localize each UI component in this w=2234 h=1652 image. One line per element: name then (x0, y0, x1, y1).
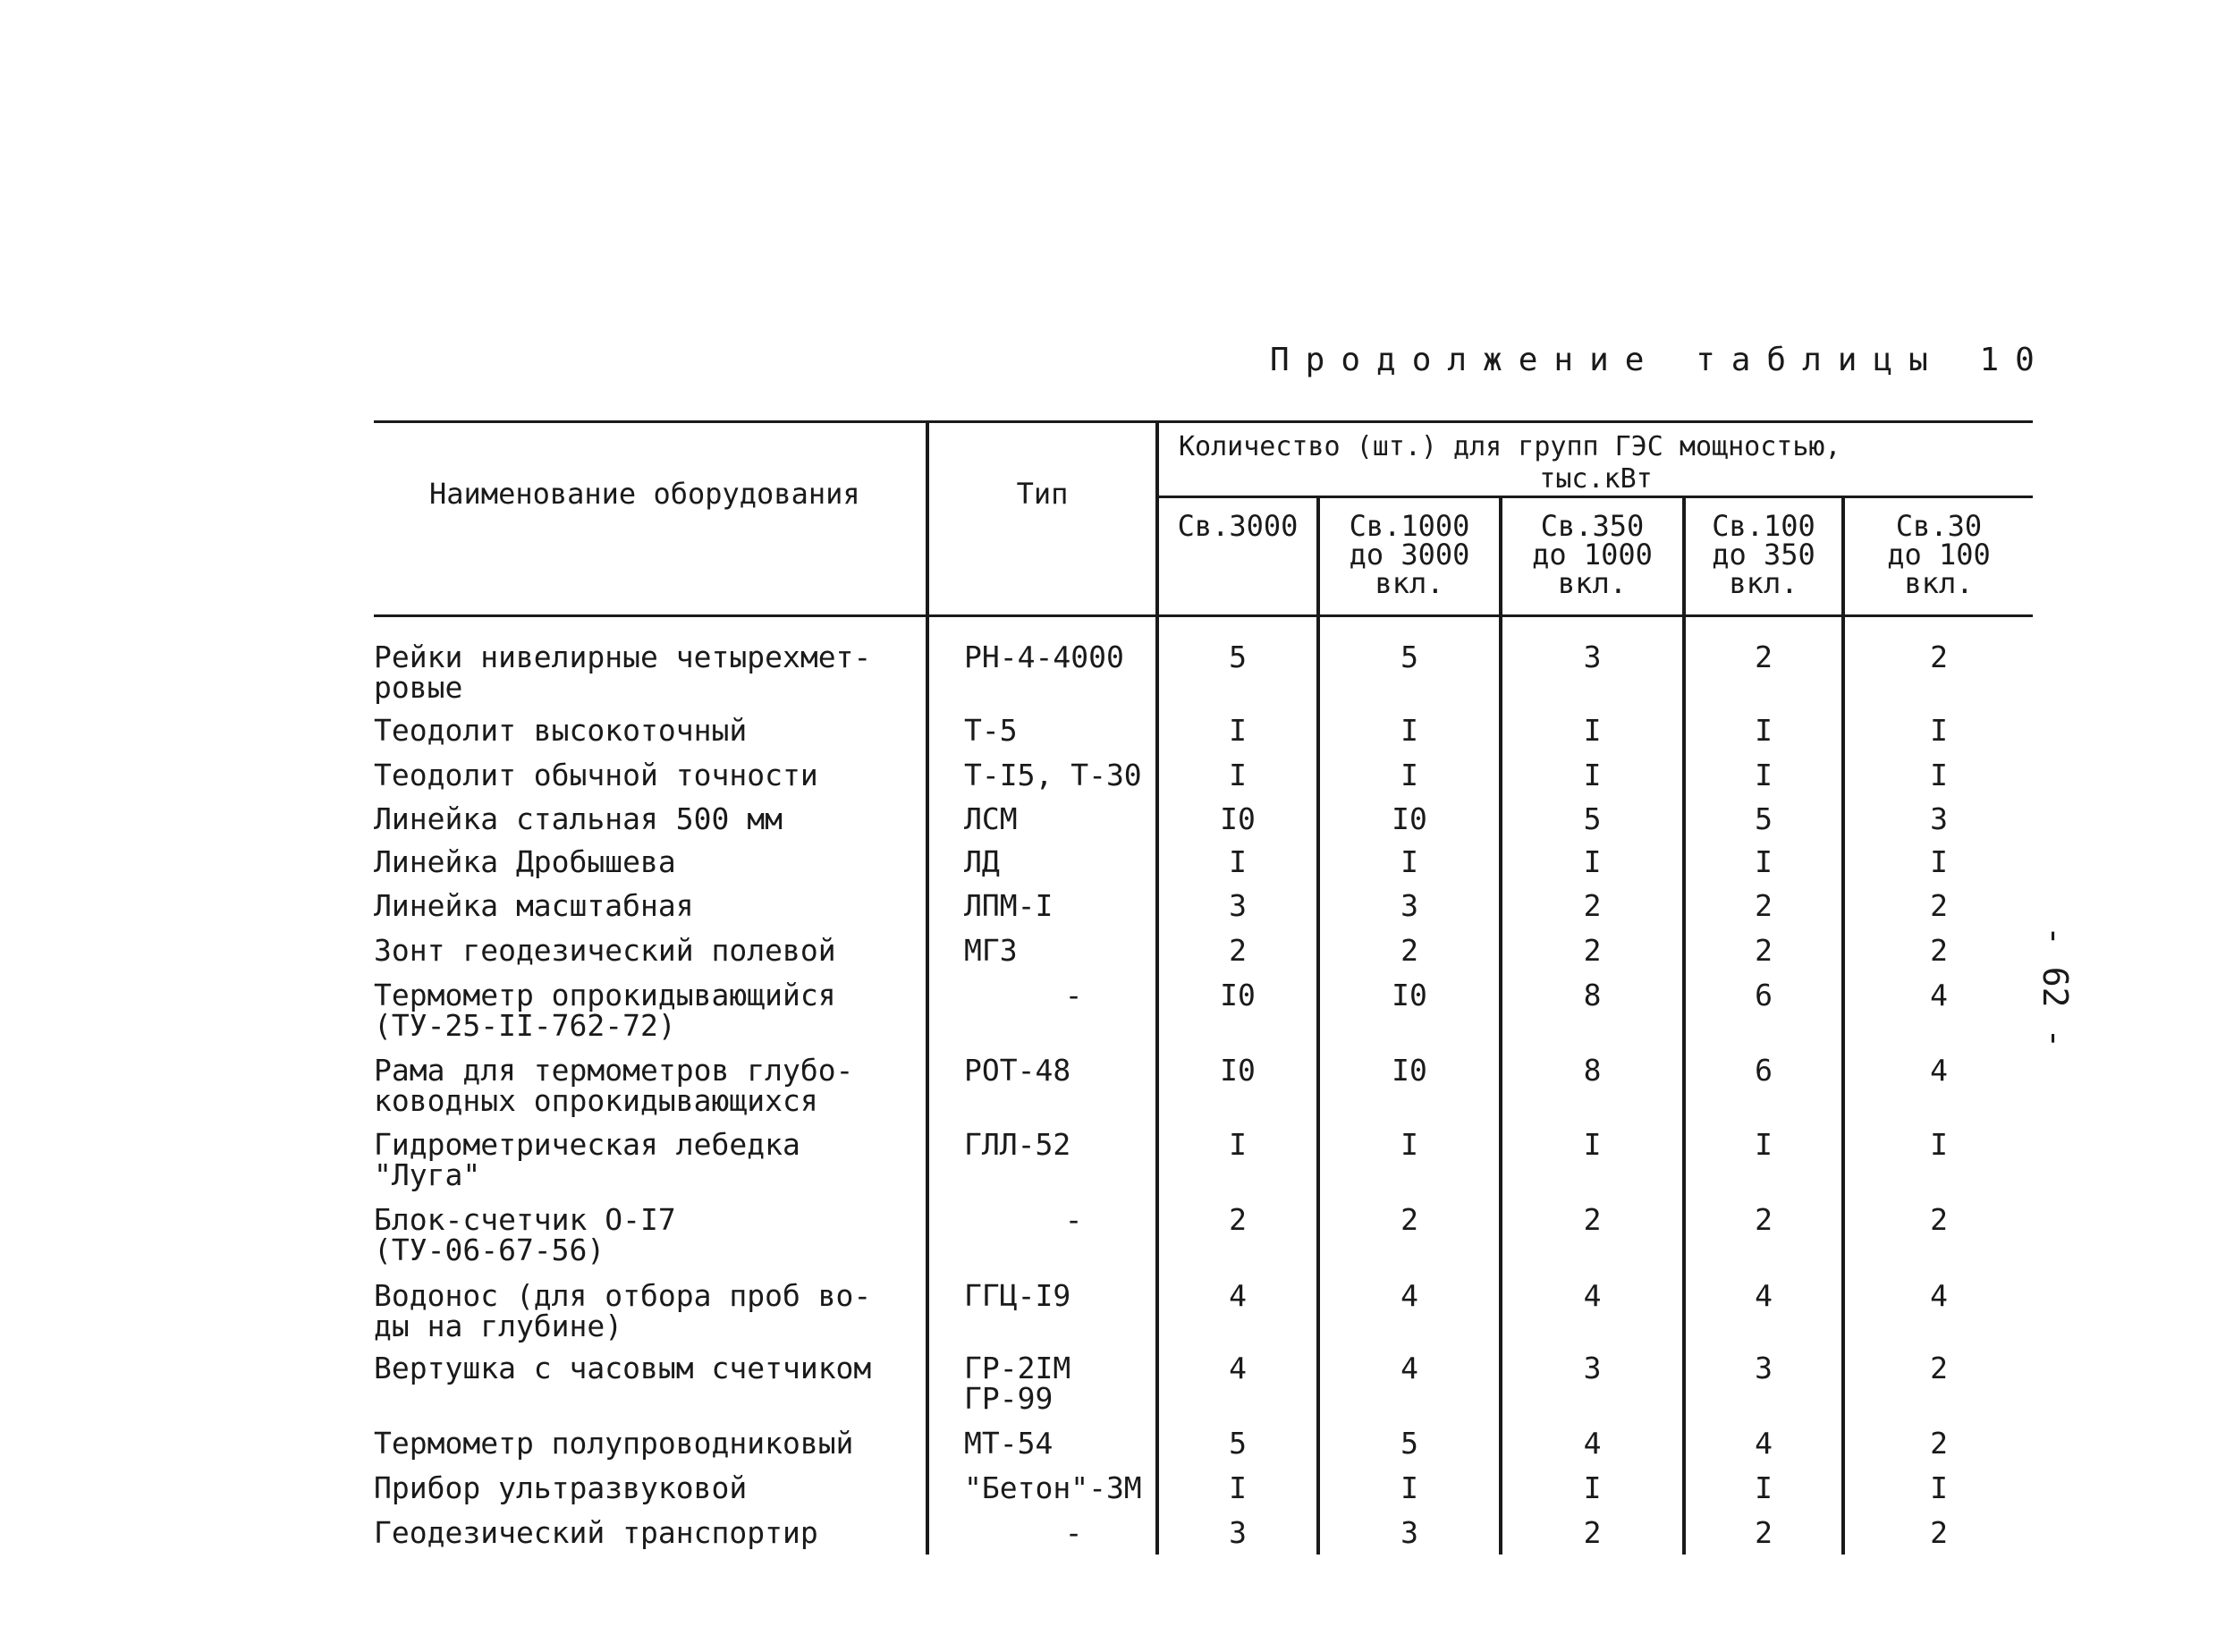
header-subcolumn-line: Св.3000 (1177, 509, 1299, 543)
quantity-value: 4 (1755, 1278, 1773, 1313)
equipment-type: ГР-2IМ (964, 1351, 1071, 1385)
quantity-value: 3 (1400, 1515, 1418, 1550)
quantity-value: 6 (1755, 1053, 1773, 1088)
quantity-value: 3 (1755, 1351, 1773, 1385)
quantity-value: 4 (1229, 1351, 1247, 1385)
header-type: Тип (1016, 477, 1069, 511)
quantity-value: I (1583, 713, 1602, 748)
equipment-type: Т-I5, Т-30 (964, 758, 1142, 792)
equipment-type: "Бетон"-3М (964, 1470, 1142, 1505)
quantity-value: 8 (1583, 1053, 1602, 1088)
equipment-name: Водонос (для отбора проб во- (374, 1278, 872, 1313)
quantity-value: I (1229, 844, 1247, 879)
quantity-value: 4 (1583, 1426, 1602, 1461)
quantity-value: 2 (1930, 1515, 1948, 1550)
continuation-title: Продолжение таблицы 10 (1270, 342, 2051, 378)
quantity-value: 3 (1229, 888, 1247, 923)
quantity-value: 2 (1583, 1202, 1602, 1237)
equipment-type: - (1064, 978, 1083, 1012)
quantity-value: 5 (1755, 801, 1773, 836)
equipment-name: Вертушка с часовым счетчиком (374, 1351, 872, 1385)
quantity-value: I (1400, 758, 1418, 792)
quantity-value: 2 (1583, 933, 1602, 968)
equipment-name: Линейка стальная 500 мм (374, 801, 783, 836)
quantity-value: I (1930, 844, 1948, 879)
equipment-name: Линейка Дробышева (374, 844, 676, 879)
equipment-type: Т-5 (964, 713, 1018, 748)
header-subcolumn-line: вкл. (1904, 566, 1974, 600)
quantity-value: I (1229, 1127, 1247, 1162)
header-group-line1: Количество (шт.) для групп ГЭС мощностью, (1179, 431, 1841, 462)
equipment-type: РН-4-4000 (964, 640, 1124, 674)
header-name: Наименование оборудования (429, 477, 860, 511)
quantity-value: I (1229, 1470, 1247, 1505)
quantity-value: 4 (1930, 1053, 1948, 1088)
quantity-value: I (1400, 1470, 1418, 1505)
quantity-value: 4 (1400, 1278, 1418, 1313)
header-subcolumn-line: Св.1000 (1349, 509, 1470, 543)
equipment-name: Теодолит обычной точности (374, 758, 818, 792)
equipment-type: ЛСМ (964, 801, 1018, 836)
table-top-rule (374, 420, 2033, 423)
equipment-type: ЛПМ-I (964, 888, 1054, 923)
quantity-value: I (1755, 1127, 1773, 1162)
equipment-type: РОТ-48 (964, 1053, 1071, 1088)
equipment-type: МГЗ (964, 933, 1018, 968)
equipment-name: Гидрометрическая лебедка (374, 1127, 800, 1162)
equipment-type: ГГЦ-I9 (964, 1278, 1071, 1313)
header-subcolumn-line: до 350 (1712, 538, 1815, 572)
equipment-name: Теодолит высокоточный (374, 713, 748, 748)
quantity-value: 2 (1400, 1202, 1418, 1237)
equipment-name: (ТУ-06-67-56) (374, 1233, 605, 1267)
quantity-value: I0 (1220, 978, 1256, 1012)
equipment-type: ГЛЛ-52 (964, 1127, 1071, 1162)
equipment-name: Линейка масштабная (374, 888, 694, 923)
quantity-value: 3 (1583, 1351, 1602, 1385)
quantity-value: 3 (1229, 1515, 1247, 1550)
quantity-value: 4 (1583, 1278, 1602, 1313)
quantity-value: 2 (1930, 1351, 1948, 1385)
quantity-value: I (1930, 758, 1948, 792)
quantity-value: 3 (1583, 640, 1602, 674)
equipment-name: Рама для термометров глубо- (374, 1053, 854, 1088)
header-subcolumn-line: до 1000 (1532, 538, 1653, 572)
quantity-value: 4 (1229, 1278, 1247, 1313)
equipment-type: - (1064, 1202, 1083, 1237)
quantity-value: 2 (1930, 888, 1948, 923)
quantity-value: 2 (1755, 640, 1773, 674)
quantity-value: 2 (1930, 640, 1948, 674)
header-subcolumn-line: вкл. (1375, 566, 1444, 600)
quantity-value: 4 (1930, 978, 1948, 1012)
quantity-value: I0 (1392, 978, 1427, 1012)
equipment-type: - (1064, 1515, 1083, 1550)
equipment-name: Термометр опрокидывающийся (374, 978, 836, 1012)
equipment-type: ГР-99 (964, 1381, 1054, 1416)
equipment-name: Зонт геодезический полевой (374, 933, 836, 968)
header-group-line2: тыс.кВт (1539, 463, 1653, 495)
header-subcolumn-line: вкл. (1557, 566, 1628, 600)
quantity-value: 2 (1930, 933, 1948, 968)
equipment-name: "Луга" (374, 1157, 481, 1192)
quantity-value: I0 (1220, 1053, 1256, 1088)
header-subcolumn-line: вкл. (1729, 566, 1798, 600)
quantity-value: 2 (1930, 1202, 1948, 1237)
quantity-value: 2 (1755, 1515, 1773, 1550)
quantity-value: I0 (1220, 801, 1256, 836)
quantity-value: 2 (1930, 1426, 1948, 1461)
header-subcolumn-line: до 3000 (1349, 538, 1470, 572)
equipment-name: Рейки нивелирные четырехмет- (374, 640, 872, 674)
quantity-value: 4 (1400, 1351, 1418, 1385)
quantity-value: 8 (1583, 978, 1602, 1012)
quantity-value: 4 (1930, 1278, 1948, 1313)
group-header-rule (1157, 496, 2033, 498)
equipment-name: Прибор ультразвуковой (374, 1470, 748, 1505)
quantity-value: 2 (1400, 933, 1418, 968)
quantity-value: 3 (1400, 888, 1418, 923)
quantity-value: 5 (1400, 640, 1418, 674)
quantity-value: 2 (1229, 1202, 1247, 1237)
equipment-name: ководных опрокидывающихся (374, 1083, 818, 1118)
quantity-value: 2 (1583, 888, 1602, 923)
quantity-value: I (1930, 1470, 1948, 1505)
equipment-type: ЛД (964, 844, 1000, 879)
header-bottom-rule (374, 614, 2033, 617)
quantity-value: I (1755, 713, 1773, 748)
quantity-value: I (1229, 758, 1247, 792)
quantity-value: 2 (1229, 933, 1247, 968)
equipment-name: Термометр полупроводниковый (374, 1426, 854, 1461)
equipment-name: ды на глубине) (374, 1309, 623, 1343)
quantity-value: 2 (1755, 888, 1773, 923)
equipment-name: (ТУ-25-II-762-72) (374, 1008, 676, 1043)
equipment-name: ровые (374, 670, 463, 705)
quantity-value: I (1930, 1127, 1948, 1162)
quantity-value: I (1400, 844, 1418, 879)
header-subcolumn-line: Св.100 (1712, 509, 1815, 543)
quantity-value: I (1583, 1127, 1602, 1162)
equipment-name: Блок-счетчик О-I7 (374, 1202, 676, 1237)
quantity-value: 3 (1930, 801, 1948, 836)
quantity-value: I (1229, 713, 1247, 748)
quantity-value: I (1755, 758, 1773, 792)
quantity-value: 2 (1583, 1515, 1602, 1550)
header-subcolumn-line: до 100 (1887, 538, 1991, 572)
quantity-value: 4 (1755, 1426, 1773, 1461)
quantity-value: 5 (1229, 640, 1247, 674)
quantity-value: 5 (1229, 1426, 1247, 1461)
quantity-value: I (1400, 713, 1418, 748)
quantity-value: I (1930, 713, 1948, 748)
header-subcolumn-line: Св.350 (1540, 509, 1645, 543)
quantity-value: I (1583, 1470, 1602, 1505)
quantity-value: I (1583, 758, 1602, 792)
header-subcolumn-line: Св.30 (1895, 509, 1983, 543)
quantity-value: 2 (1755, 1202, 1773, 1237)
page-number: - 62 - (2035, 926, 2075, 1049)
quantity-value: I (1583, 844, 1602, 879)
equipment-name: Геодезический транспортир (374, 1515, 818, 1550)
quantity-value: I0 (1392, 801, 1427, 836)
quantity-value: I (1400, 1127, 1418, 1162)
quantity-value: I (1755, 844, 1773, 879)
equipment-type: МТ-54 (964, 1426, 1054, 1461)
quantity-value: 6 (1755, 978, 1773, 1012)
quantity-value: I0 (1392, 1053, 1427, 1088)
quantity-value: 5 (1400, 1426, 1418, 1461)
quantity-value: 2 (1755, 933, 1773, 968)
quantity-value: I (1755, 1470, 1773, 1505)
quantity-value: 5 (1583, 801, 1602, 836)
